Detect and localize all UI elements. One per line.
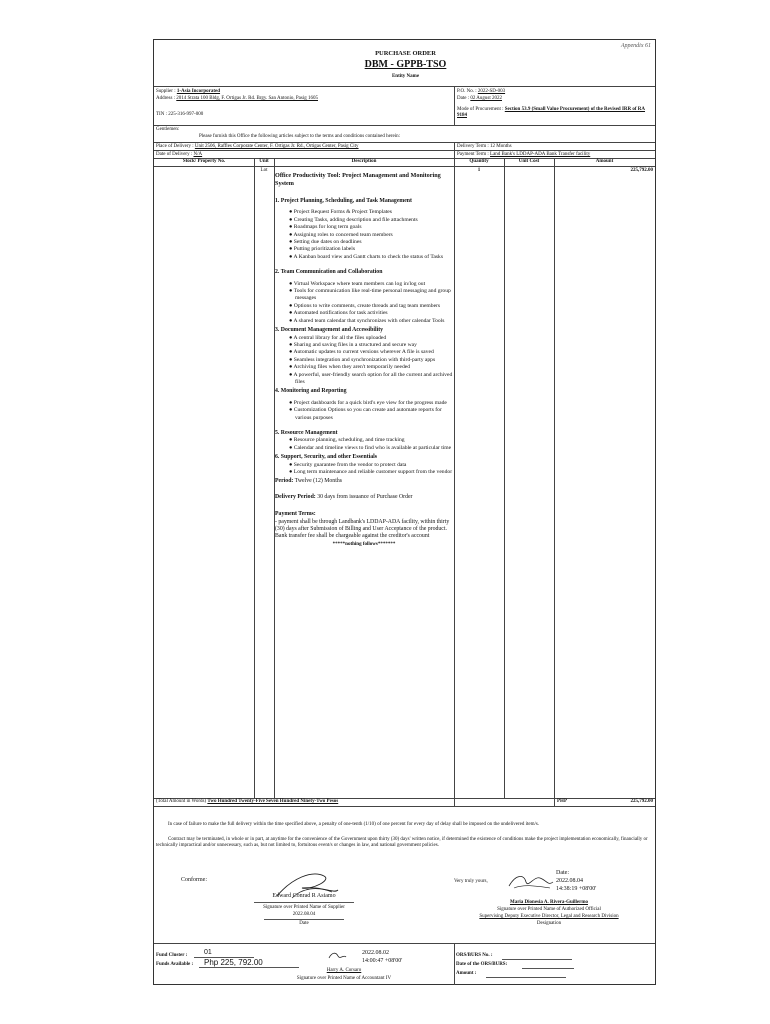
section-heading: 1. Project Planning, Scheduling, and Task Management — [275, 198, 412, 204]
section-bullet: ● Project Request Forms & Project Templates — [289, 209, 392, 216]
penalty-clause: In case of failure to make the full delivery within the time specified above, a penalty of one-tenth (1/10) of one percent for every day of delay shall be imposed on the undelivered item/s. — [168, 822, 540, 827]
accountant-name: Harry A. Corsaro — [326, 968, 362, 973]
supplier-printed-name: Edward Conrad R Asiamo — [272, 893, 336, 899]
section-heading: 5. Resource Management — [275, 429, 338, 436]
bullet-icon: ● — [289, 224, 294, 231]
description-sections — [275, 198, 453, 476]
bullet-icon: ● — [289, 349, 294, 356]
section-bullet: ● Creating Tasks, adding description and file attachments — [289, 216, 418, 223]
column-unit-cost: Unit Cost — [518, 159, 540, 164]
conforme-label: Conforme: — [181, 877, 207, 883]
section-bullet: ● Virtual Workspace where team members can log in/log out — [289, 280, 426, 287]
total-currency: PHP — [557, 799, 567, 804]
accountant-signature — [326, 948, 348, 964]
nothing-follows: *****nothing follows******* — [332, 541, 396, 547]
section-bullet: ● Setting due dates on deadlines — [289, 239, 362, 246]
fund-cluster-value: 01 — [204, 949, 212, 956]
bullet-icon: ● — [289, 288, 294, 295]
bullet-icon: ● — [289, 302, 294, 309]
bullet-icon: ● — [289, 280, 294, 287]
section-heading: 6. Support, Security, and other Essentials — [275, 454, 377, 461]
section-bullet: ● A powerful, user-friendly search option for all the current and archived files — [289, 371, 453, 385]
item-description — [275, 172, 453, 548]
payment-term: Payment Term : Land Bank's LDDAP-ADA Bank Transfer facility — [457, 152, 591, 157]
ors-amount-label: Amount : — [456, 971, 477, 976]
item-unit: Lot — [260, 168, 268, 173]
section-bullet: ● Calendar and timeline views to find who is available at particular time — [289, 444, 452, 451]
section-bullet: ● Seamless integration and synchronization with third-party apps — [289, 356, 436, 363]
bullet-icon: ● — [289, 239, 294, 246]
description-section — [275, 454, 453, 476]
official-name: Maria Dionesia A. Rivera-Guillermo — [509, 900, 589, 905]
section-heading: 3. Document Management and Accessibility — [275, 327, 384, 334]
column-stock: Stock/ Property No. — [182, 159, 226, 164]
document-title: PURCHASE ORDER — [375, 50, 436, 57]
funds-available-value: Php 225, 792.00 — [204, 958, 263, 967]
section-heading: 4. Monitoring and Reporting — [275, 388, 347, 395]
entity-name: DBM - GPPB-TSO — [364, 59, 447, 70]
section-bullet: ● Security guarantee from the vendor to protect data — [289, 461, 407, 468]
bullet-icon: ● — [289, 253, 294, 260]
ors-number-label: ORS/BURS No. : — [456, 953, 493, 958]
bullet-icon: ● — [289, 437, 294, 444]
bullet-icon: ● — [289, 246, 294, 253]
section-bullet: ● Options to write comments, create threads and tag team members — [289, 302, 441, 309]
section-bullet: ● Project dashboards for a quick bird's eye view for the progress made — [289, 399, 447, 406]
bullet-icon: ● — [289, 341, 294, 348]
description-section — [275, 388, 453, 422]
official-signature-label: Signature over Printed Name of Authorized Official — [497, 907, 601, 912]
item-title: Office Productivity Tool: Project Management and Monitoring System — [275, 172, 441, 187]
very-truly-yours: Very truly yours, — [454, 879, 488, 884]
bullet-icon: ● — [289, 310, 294, 317]
section-heading: 2. Team Communication and Collaboration — [275, 269, 383, 276]
description-section — [275, 327, 453, 386]
item-amount: 225,792.00 — [630, 168, 653, 173]
gentlemen-label: Gentlemen: — [156, 127, 180, 132]
section-bullet: ● Roadmaps for long term goals — [289, 224, 362, 231]
place-of-delivery: Place of Delivery : Unit 2506, Raffles Corporate Center, F. Ortigas Jr. Rd., Ortigas Center, Pasig City — [156, 144, 359, 149]
section-bullet: ● Archiving files when they aren't temporarily needed — [289, 364, 411, 371]
bullet-icon: ● — [289, 356, 294, 363]
section-bullet: ● Tools for communication like real-time personal messaging and group messages — [289, 288, 451, 302]
po-number: P.O. No. : 2022-SD-003 — [457, 89, 506, 94]
item-quantity: 1 — [477, 168, 481, 173]
bullet-icon: ● — [289, 364, 294, 371]
section-bullet: ● Customization Options so you can create and automate reports for various purposes — [289, 407, 442, 421]
total-in-words: (Total Amount in Words) Two Hundred Twenty-Five Seven Hundred Ninety-Two Pesos — [156, 799, 339, 804]
column-quantity: Quantity — [469, 159, 489, 164]
section-bullet: ● A shared team calendar that synchronizes with other calendar Tools — [289, 317, 445, 324]
ors-date-label: Date of the ORS/BURS: — [456, 962, 508, 967]
section-bullet: ● Putting prioritization labels — [289, 246, 355, 253]
bullet-icon: ● — [289, 469, 294, 475]
bullet-icon: ● — [289, 444, 294, 451]
bullet-icon: ● — [289, 461, 294, 468]
mode-of-procurement: Mode of Procurement : Section 53.9 (Small Value Procurement) of the Revised IRR of RA 9184 — [457, 107, 646, 118]
bullet-icon: ● — [289, 371, 294, 378]
purchase-order-document — [153, 39, 656, 985]
payment-terms-text: - payment shall be through Landbank's LDDAP-ADA facility, within thirty (30) days after Submission of Billing and User Acceptance of the product. Bank transfer fee shall be chargeable against the creditor's account — [275, 518, 450, 540]
official-signature — [506, 870, 556, 892]
section-bullet: ● Sharing and saving files in a structured and secure way — [289, 341, 417, 348]
date-of-delivery: Date of Delivery : N/A — [156, 152, 203, 157]
bullet-icon: ● — [289, 209, 294, 216]
gentlemen-text: Please furnish this Office the following articles subject to the terms and conditions contained herein: — [199, 134, 400, 139]
section-bullet: ● Resource planning, scheduling, and time tracking — [289, 437, 405, 444]
description-section — [275, 269, 453, 325]
address-line: Address : 2014 Strata 100 Bldg, F. Ortigas Jr. Rd. Brgy. San Antonio, Pasig 1605 — [156, 96, 318, 101]
bullet-icon: ● — [289, 216, 294, 223]
tin-line: TIN : 225-316-997-000 — [156, 112, 204, 117]
appendix-label: Appendix 61 — [620, 43, 651, 49]
bullet-icon: ● — [289, 231, 294, 238]
column-unit: Unit — [259, 159, 269, 164]
accountant-digital-signature: 2022.08.02 14:00:47 +08'00' — [362, 950, 403, 964]
description-section — [275, 198, 453, 261]
bullet-icon: ● — [289, 399, 294, 406]
column-description: Description — [351, 159, 377, 164]
bullet-icon: ● — [289, 407, 294, 414]
section-bullet: ● Automated notifications for task activities — [289, 310, 388, 317]
period-line: Period: Twelve (12) Months — [275, 478, 342, 485]
section-bullet: ● Long term maintenance and reliable customer support from the vendor — [289, 469, 453, 475]
total-amount: 225,792.00 — [630, 799, 653, 804]
column-amount: Amount — [595, 159, 614, 164]
delivery-term: Delivery Term : 12 Months — [457, 144, 512, 149]
description-section — [275, 430, 453, 452]
section-bullet: ● Automatic updates to current versions wherever A file is saved — [289, 349, 434, 356]
termination-clause: Contract may be terminated, in whole or in part, at anytime for the convenience of the Government upon thirty (30) days' written notice, if determined the existence of conditions make the project implementation economically, financially or technically impractical and/or unnecessary, such as, but not limited to, fortuitous event/s or changes in law, and national government policies. — [156, 837, 648, 848]
bullet-icon: ● — [289, 334, 294, 341]
po-date: Date : 02 August 2022 — [457, 96, 502, 101]
designation-label: Designation — [536, 921, 562, 926]
supplier-date-label: Date — [299, 921, 309, 926]
entity-label: Entity Name — [391, 74, 420, 79]
section-bullet: ● A Kanban board view and Gantt charts to check the status of Tasks — [289, 253, 444, 260]
supplier-signature-label: Signature over Printed Name of Supplier — [263, 905, 345, 910]
payment-terms-label: Payment Terms: — [275, 511, 316, 518]
supplier-line: Supplier : 1-Asia Incorporated — [156, 89, 221, 94]
official-digital-signature: Date: 2022.08.04 14:38:19 +08'00' — [556, 870, 597, 892]
supplier-date-value: 2022.08.04 — [292, 912, 316, 917]
section-bullet: ● Assigning roles to concerned team members — [289, 231, 393, 238]
section-bullet: ● A central library for all the files uploaded — [289, 334, 387, 341]
official-designation: Supervising Deputy Executive Director, Legal and Research Division — [479, 914, 619, 919]
fund-cluster-label: Fund Cluster : — [156, 953, 188, 958]
bullet-icon: ● — [289, 317, 294, 324]
delivery-period-line: Delivery Period: 30 days from issuance of Purchase Order — [275, 493, 413, 500]
accountant-label: Signature over Printed Name of Accountant IV — [296, 976, 392, 981]
funds-available-label: Funds Available : — [156, 962, 194, 967]
